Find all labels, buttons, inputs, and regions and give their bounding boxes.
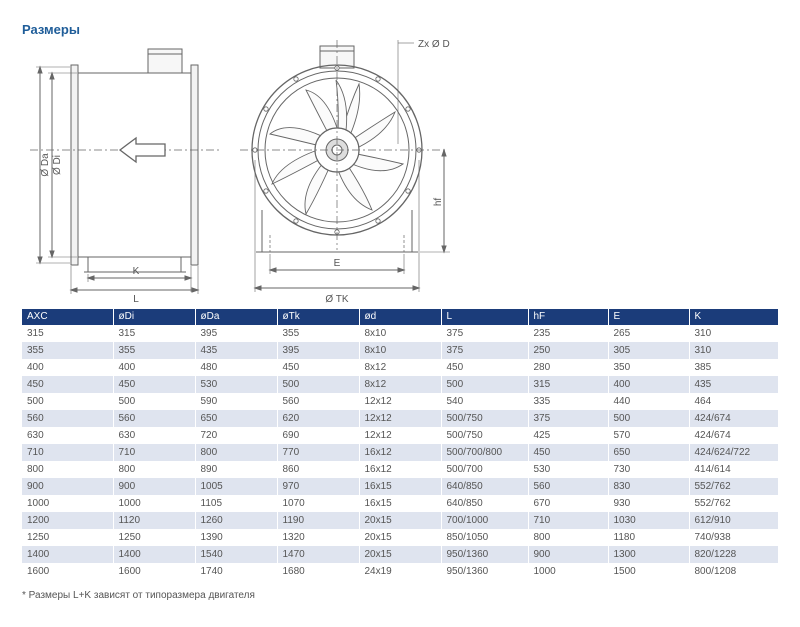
table-cell: 830 bbox=[608, 478, 689, 495]
table-row bbox=[22, 342, 778, 359]
table-cell: 640/850 bbox=[441, 495, 528, 512]
table-cell: 1740 bbox=[195, 563, 277, 580]
table-cell: 800 bbox=[113, 461, 195, 478]
table-cell: 500 bbox=[113, 393, 195, 410]
table-cell: 720 bbox=[195, 427, 277, 444]
table-cell: 424/624/722 bbox=[689, 444, 778, 461]
table-cell: 375 bbox=[441, 325, 528, 342]
table-cell: 1540 bbox=[195, 546, 277, 563]
table-cell: 450 bbox=[528, 444, 608, 461]
table-cell: 250 bbox=[528, 342, 608, 359]
table-cell: 1190 bbox=[277, 512, 359, 529]
table-cell: 1000 bbox=[528, 563, 608, 580]
table-cell: 630 bbox=[22, 427, 113, 444]
table-cell: 800 bbox=[195, 444, 277, 461]
table-row bbox=[22, 410, 778, 427]
table-cell: 900 bbox=[113, 478, 195, 495]
table-cell: 1390 bbox=[195, 529, 277, 546]
table-cell: 20x15 bbox=[359, 546, 441, 563]
column-header: K bbox=[689, 309, 778, 325]
table-cell: 400 bbox=[113, 359, 195, 376]
table-cell: 375 bbox=[528, 410, 608, 427]
table-cell: 8x12 bbox=[359, 359, 441, 376]
table-row bbox=[22, 512, 778, 529]
front-view bbox=[240, 40, 450, 292]
table-cell: 1260 bbox=[195, 512, 277, 529]
page-title: Размеры bbox=[22, 22, 80, 37]
table-cell: 500/700 bbox=[441, 461, 528, 478]
table-cell: 1250 bbox=[113, 529, 195, 546]
table-cell: 650 bbox=[195, 410, 277, 427]
tk-label: Ø TK bbox=[325, 294, 349, 305]
table-cell: 1600 bbox=[113, 563, 195, 580]
table-cell: 950/1360 bbox=[441, 563, 528, 580]
footnote: * Размеры L+K зависят от типоразмера двигателя bbox=[22, 590, 255, 601]
table-cell: 1250 bbox=[22, 529, 113, 546]
table-cell: 20x15 bbox=[359, 529, 441, 546]
table-cell: 1400 bbox=[22, 546, 113, 563]
table-cell: 450 bbox=[277, 359, 359, 376]
table-cell: 1200 bbox=[22, 512, 113, 529]
hf-label: hf bbox=[433, 197, 444, 207]
table-cell: 424/674 bbox=[689, 410, 778, 427]
table-cell: 12x12 bbox=[359, 393, 441, 410]
table-cell: 1120 bbox=[113, 512, 195, 529]
table-cell: 500 bbox=[608, 410, 689, 427]
table-cell: 16x15 bbox=[359, 478, 441, 495]
table-cell: 280 bbox=[528, 359, 608, 376]
table-cell: 435 bbox=[195, 342, 277, 359]
table-cell: 900 bbox=[22, 478, 113, 495]
table-row bbox=[22, 427, 778, 444]
table-cell: 690 bbox=[277, 427, 359, 444]
table-cell: 500 bbox=[441, 376, 528, 393]
table-cell: 570 bbox=[608, 427, 689, 444]
table-cell: 650 bbox=[608, 444, 689, 461]
table-cell: 640/850 bbox=[441, 478, 528, 495]
table-cell: 500 bbox=[22, 393, 113, 410]
table-cell: 890 bbox=[195, 461, 277, 478]
table-cell: 16x12 bbox=[359, 461, 441, 478]
table-cell: 1000 bbox=[113, 495, 195, 512]
zd-label: Zx Ø D bbox=[418, 40, 450, 50]
table-row bbox=[22, 478, 778, 495]
column-header: L bbox=[441, 309, 528, 325]
table-cell: 8x10 bbox=[359, 325, 441, 342]
table-cell: 450 bbox=[113, 376, 195, 393]
table-cell: 395 bbox=[195, 325, 277, 342]
table-cell: 612/910 bbox=[689, 512, 778, 529]
table-cell: 16x15 bbox=[359, 495, 441, 512]
table-cell: 1600 bbox=[22, 563, 113, 580]
table-cell: 16x12 bbox=[359, 444, 441, 461]
table-cell: 235 bbox=[528, 325, 608, 342]
table-row bbox=[22, 563, 778, 580]
table-cell: 620 bbox=[277, 410, 359, 427]
table-cell: 860 bbox=[277, 461, 359, 478]
table-cell: 400 bbox=[608, 376, 689, 393]
table-cell: 530 bbox=[195, 376, 277, 393]
table-cell: 930 bbox=[608, 495, 689, 512]
table-cell: 335 bbox=[528, 393, 608, 410]
fan-dimension-drawing bbox=[0, 40, 800, 305]
e-label: E bbox=[333, 258, 341, 269]
table-cell: 1180 bbox=[608, 529, 689, 546]
table-cell: 710 bbox=[113, 444, 195, 461]
table-cell: 315 bbox=[113, 325, 195, 342]
table-cell: 355 bbox=[113, 342, 195, 359]
table-cell: 1105 bbox=[195, 495, 277, 512]
table-cell: 850/1050 bbox=[441, 529, 528, 546]
table-row bbox=[22, 495, 778, 512]
column-header: øDi bbox=[113, 309, 195, 325]
table-header-row bbox=[22, 309, 778, 325]
table-cell: 440 bbox=[608, 393, 689, 410]
table-cell: 350 bbox=[608, 359, 689, 376]
table-cell: 450 bbox=[22, 376, 113, 393]
table-cell: 1070 bbox=[277, 495, 359, 512]
table-cell: 1300 bbox=[608, 546, 689, 563]
di-label: Ø Di bbox=[52, 155, 63, 175]
table-cell: 730 bbox=[608, 461, 689, 478]
column-header: hF bbox=[528, 309, 608, 325]
table-cell: 355 bbox=[277, 325, 359, 342]
table-row bbox=[22, 461, 778, 478]
table-row bbox=[22, 393, 778, 410]
table-cell: 552/762 bbox=[694, 498, 731, 509]
table-cell: 1320 bbox=[277, 529, 359, 546]
table-cell: 630 bbox=[113, 427, 195, 444]
table-cell: 8x12 bbox=[359, 376, 441, 393]
l-label: L bbox=[133, 294, 139, 305]
table-cell: 315 bbox=[528, 376, 608, 393]
table-cell: 464 bbox=[694, 396, 712, 407]
table-cell: 1680 bbox=[277, 563, 359, 580]
table-cell: 740/938 bbox=[694, 532, 731, 543]
table-cell: 12x12 bbox=[359, 410, 441, 427]
table-cell: 500 bbox=[277, 376, 359, 393]
column-header: øTk bbox=[277, 309, 359, 325]
column-header: E bbox=[608, 309, 689, 325]
table-row bbox=[22, 529, 778, 546]
table-cell: 385 bbox=[694, 362, 712, 373]
table-cell: 820/1228 bbox=[689, 546, 778, 563]
table-row bbox=[22, 546, 778, 563]
table-cell: 1000 bbox=[22, 495, 113, 512]
table-cell: 414/614 bbox=[694, 464, 731, 475]
table-cell: 800/1208 bbox=[694, 566, 737, 577]
table-cell: 355 bbox=[22, 342, 113, 359]
table-cell: 500/700/800 bbox=[441, 444, 528, 461]
table-cell: 900 bbox=[528, 546, 608, 563]
table-cell: 450 bbox=[441, 359, 528, 376]
table-cell: 560 bbox=[113, 410, 195, 427]
da-label: Ø Da bbox=[40, 153, 51, 177]
table-row bbox=[22, 325, 778, 342]
table-cell: 700/1000 bbox=[441, 512, 528, 529]
table-cell: 1030 bbox=[608, 512, 689, 529]
table-row bbox=[22, 444, 778, 461]
table-cell: 590 bbox=[195, 393, 277, 410]
table-cell: 1500 bbox=[608, 563, 689, 580]
table-cell: 560 bbox=[277, 393, 359, 410]
table-cell: 950/1360 bbox=[441, 546, 528, 563]
table-cell: 12x12 bbox=[359, 427, 441, 444]
table-cell: 425 bbox=[528, 427, 608, 444]
k-label: K bbox=[132, 266, 140, 277]
table-cell: 315 bbox=[22, 325, 113, 342]
table-cell: 800 bbox=[22, 461, 113, 478]
table-cell: 395 bbox=[277, 342, 359, 359]
table-cell: 670 bbox=[528, 495, 608, 512]
table-row bbox=[22, 376, 778, 393]
table-cell: 500/750 bbox=[441, 427, 528, 444]
column-header: ød bbox=[359, 309, 441, 325]
table-cell: 8x10 bbox=[359, 342, 441, 359]
table-cell: 560 bbox=[528, 478, 608, 495]
table-body bbox=[22, 325, 778, 580]
table-cell: 560 bbox=[22, 410, 113, 427]
table-cell: 1400 bbox=[113, 546, 195, 563]
table-cell: 500/750 bbox=[441, 410, 528, 427]
table-cell: 710 bbox=[528, 512, 608, 529]
column-header: øDa bbox=[195, 309, 277, 325]
column-header: AXC bbox=[22, 309, 113, 325]
table-cell: 375 bbox=[441, 342, 528, 359]
table-cell: 20x15 bbox=[359, 512, 441, 529]
table-cell: 480 bbox=[195, 359, 277, 376]
table-cell: 710 bbox=[22, 444, 113, 461]
table-cell: 1005 bbox=[195, 478, 277, 495]
table-row bbox=[22, 359, 778, 376]
dimensions-table bbox=[22, 309, 778, 580]
table-cell: 310 bbox=[694, 328, 712, 339]
table-cell: 530 bbox=[528, 461, 608, 478]
table-cell: 400 bbox=[22, 359, 113, 376]
table-cell: 970 bbox=[277, 478, 359, 495]
table-cell: 265 bbox=[608, 325, 689, 342]
table-cell: 540 bbox=[441, 393, 528, 410]
table-cell: 552/762 bbox=[689, 478, 778, 495]
table-cell: 435 bbox=[689, 376, 778, 393]
table-cell: 24x19 bbox=[359, 563, 441, 580]
table-cell: 310 bbox=[689, 342, 778, 359]
table-cell: 1470 bbox=[277, 546, 359, 563]
table-cell: 770 bbox=[277, 444, 359, 461]
table-cell: 800 bbox=[528, 529, 608, 546]
table-cell: 305 bbox=[608, 342, 689, 359]
table-cell: 424/674 bbox=[694, 430, 731, 441]
